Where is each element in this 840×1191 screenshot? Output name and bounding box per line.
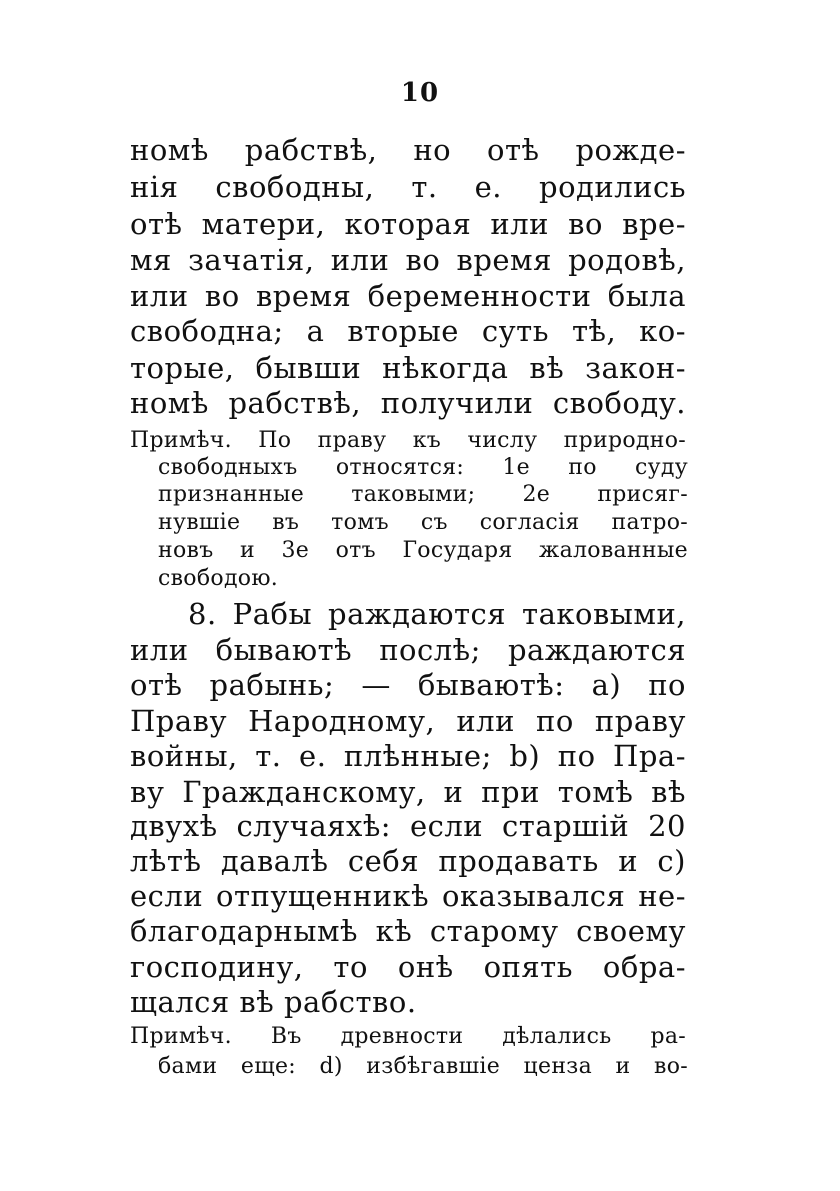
body-line: мя зачатія, или во время родовѣ, [130, 243, 686, 277]
body-line: свободна; а вторые суть тѣ, ко- [130, 314, 686, 348]
note-line: новъ и 3е отъ Государя жалованные [158, 538, 688, 563]
section-line: 8. Рабы раждаются таковыми, [188, 597, 686, 631]
section-line: благодарнымѣ кѣ старому своему [130, 914, 686, 948]
section-line: щался вѣ рабство. [130, 985, 417, 1019]
note-line: свободныхъ относятся: 1е по суду [158, 455, 688, 480]
section-line: лѣтѣ давалѣ себя продавать и c) [130, 844, 686, 878]
section-line: или бываютѣ послѣ; раждаются [130, 633, 686, 667]
body-line: отѣ матери, которая или во вре- [130, 207, 686, 241]
body-line: номѣ рабствѣ, но отѣ рожде- [130, 133, 686, 167]
note-line: Примѣч. По праву къ числу природно- [130, 428, 686, 453]
section-line: двухѣ случаяхѣ: если старшій 20 [130, 809, 686, 843]
section-line: войны, т. е. плѣнные; b) по Пра- [130, 739, 686, 773]
body-line: нія свободны, т. е. родились [130, 170, 686, 204]
section-line: ву Гражданскому, и при томѣ вѣ [130, 775, 686, 809]
note-line: свободою. [158, 566, 279, 591]
section-line: Праву Народному, или по праву [130, 704, 686, 738]
body-line: номѣ рабствѣ, получили свободу. [130, 386, 686, 420]
section-line: господину, то онѣ опять обра- [130, 950, 686, 984]
body-line: торые, бывши нѣкогда вѣ закон- [130, 351, 686, 385]
section-line: если отпущенникѣ оказывался не- [130, 879, 686, 913]
note-line: бами еще: d) избѣгавшіе ценза и во- [158, 1054, 688, 1079]
section-line: отѣ рабынь; — бываютѣ: a) по [130, 668, 686, 702]
page-number: 10 [400, 78, 440, 108]
note-line: Примѣч. Въ древности дѣлались ра- [130, 1024, 686, 1049]
note-line: нувшіе въ томъ съ согласія патро- [158, 510, 688, 535]
body-line: или во время беременности была [130, 279, 686, 313]
note-line: признанные таковыми; 2е присяг- [158, 482, 688, 507]
